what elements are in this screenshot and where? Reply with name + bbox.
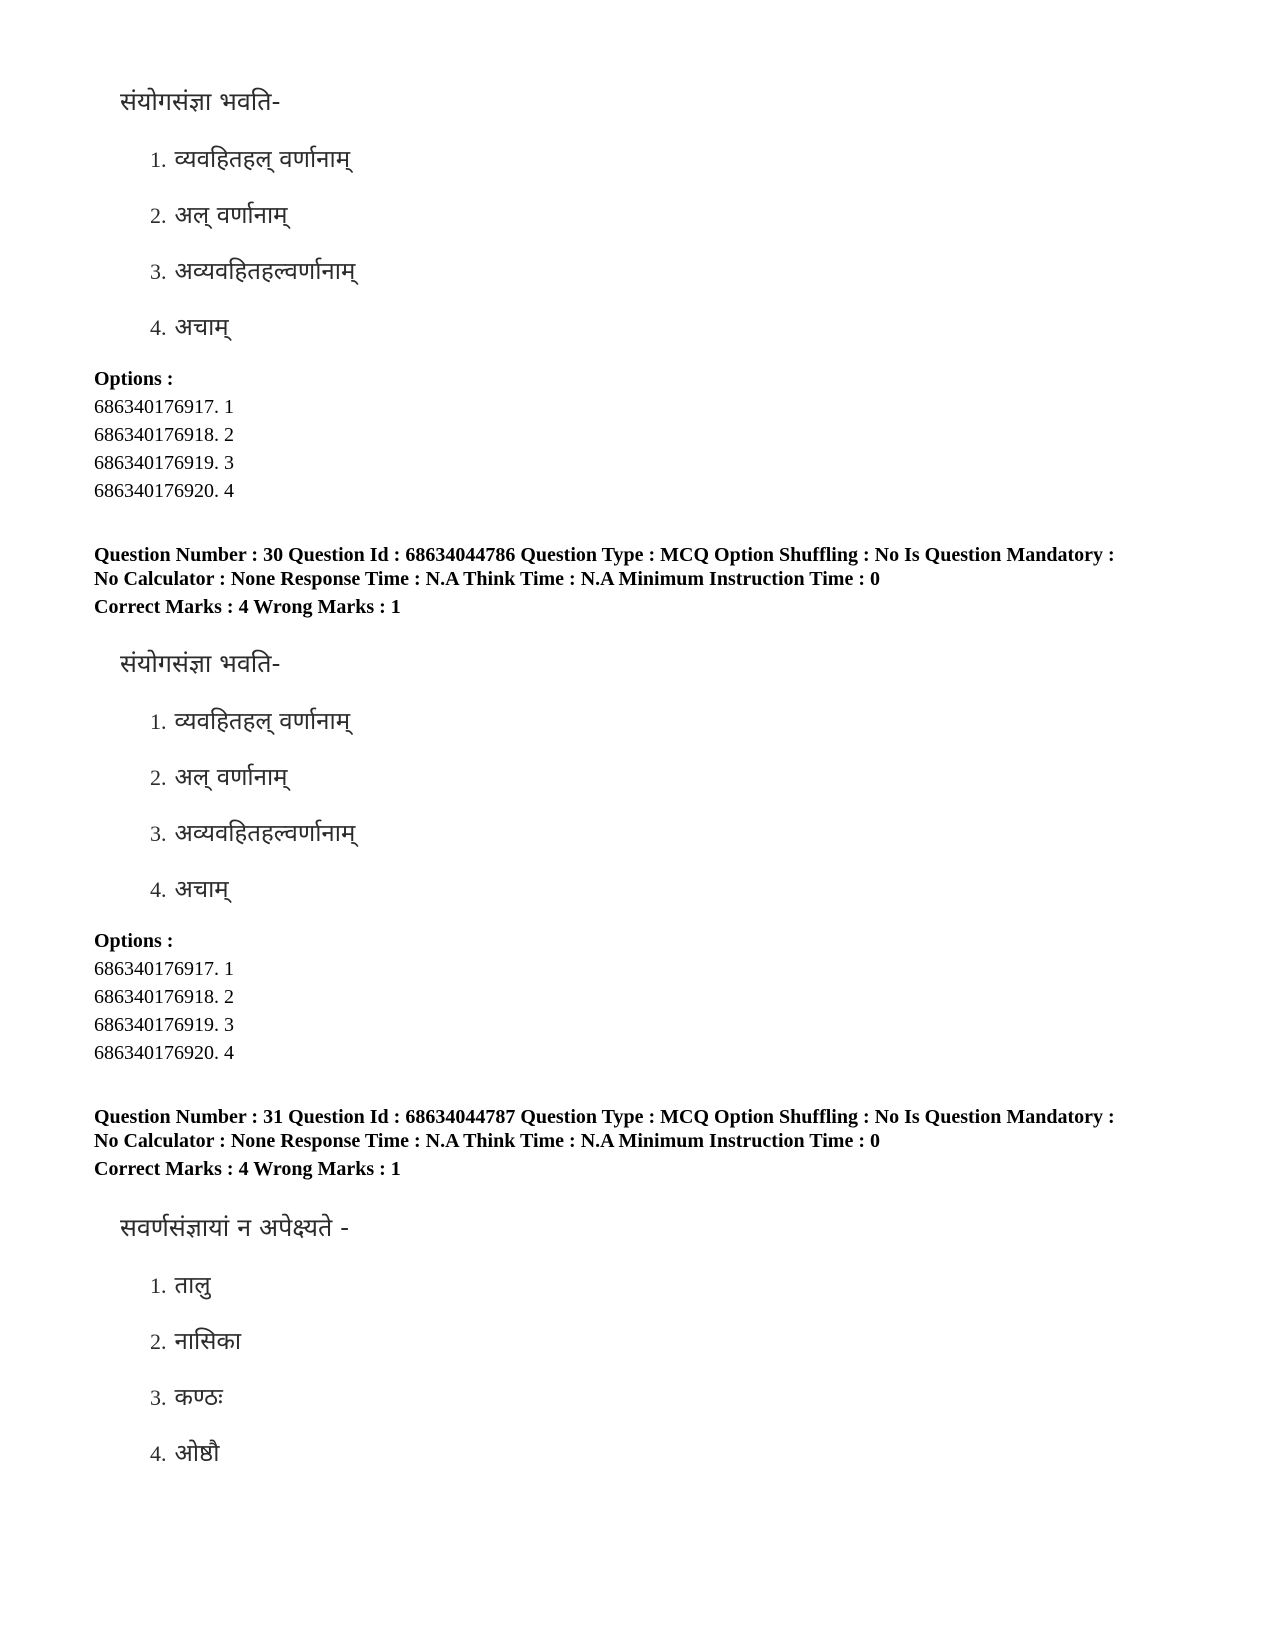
option-line-3: 686340176919. 3 [94, 452, 234, 474]
options-heading: Options : [94, 930, 174, 952]
choice-text: व्यवहितहल् वर्णानाम् [174, 707, 351, 735]
question-choice-3 [150, 816, 355, 849]
choice-number: 2. [150, 765, 167, 790]
choice-text: अचाम् [174, 313, 229, 341]
question-choice-3 [150, 1380, 223, 1413]
choice-text: तालु [174, 1271, 211, 1299]
question-choice-2 [150, 198, 288, 231]
option-line-1: 686340176917. 1 [94, 396, 234, 418]
question-choice-1 [150, 704, 350, 737]
option-line-2: 686340176918. 2 [94, 986, 234, 1008]
question-prompt: संयोगसंज्ञा भवति- [120, 87, 281, 116]
option-line-2: 686340176918. 2 [94, 424, 234, 446]
choice-text: ओष्ठौ [174, 1439, 220, 1467]
question-meta-line-1: Question Number : 30 Question Id : 68634044786 Question Type : MCQ Option Shuffling : No Is Question Mandatory : [94, 544, 1115, 566]
choice-number: 2. [150, 1329, 167, 1354]
choice-number: 1. [150, 1273, 167, 1298]
choice-text: कण्ठः [174, 1383, 223, 1411]
choice-number: 3. [150, 1385, 167, 1410]
question-meta [94, 1105, 1204, 1153]
option-line-1: 686340176917. 1 [94, 958, 234, 980]
question-meta [94, 543, 1204, 591]
question-marks: Correct Marks : 4 Wrong Marks : 1 [94, 1158, 401, 1180]
question-meta-line-1: Question Number : 31 Question Id : 68634044787 Question Type : MCQ Option Shuffling : No Is Question Mandatory : [94, 1106, 1115, 1128]
question-choice-4 [150, 310, 229, 343]
options-heading: Options : [94, 368, 174, 390]
choice-number: 4. [150, 1441, 167, 1466]
choice-text: नासिका [174, 1327, 242, 1355]
question-choice-3 [150, 254, 355, 287]
question-choice-1 [150, 142, 350, 175]
choice-text: अव्यवहितहल्वर्णानाम् [174, 257, 356, 285]
question-choice-2 [150, 1324, 241, 1357]
choice-number: 1. [150, 709, 167, 734]
question-choice-4 [150, 1436, 219, 1469]
choice-number: 4. [150, 315, 167, 340]
choice-number: 4. [150, 877, 167, 902]
choice-text: अल् वर्णानाम् [174, 201, 288, 229]
choice-number: 3. [150, 259, 167, 284]
choice-number: 2. [150, 203, 167, 228]
question-marks: Correct Marks : 4 Wrong Marks : 1 [94, 596, 401, 618]
choice-text: अचाम् [174, 875, 229, 903]
option-line-3: 686340176919. 3 [94, 1014, 234, 1036]
question-meta-line-2: No Calculator : None Response Time : N.A Think Time : N.A Minimum Instruction Time : 0 [94, 568, 880, 590]
choice-text: व्यवहितहल् वर्णानाम् [174, 145, 351, 173]
question-prompt: सवर्णसंज्ञायां न अपेक्ष्यते - [120, 1213, 350, 1242]
option-line-4: 686340176920. 4 [94, 480, 234, 502]
question-meta-line-2: No Calculator : None Response Time : N.A Think Time : N.A Minimum Instruction Time : 0 [94, 1130, 880, 1152]
choice-text: अल् वर्णानाम् [174, 763, 288, 791]
question-choice-2 [150, 760, 288, 793]
question-prompt: संयोगसंज्ञा भवति- [120, 649, 281, 678]
choice-number: 1. [150, 147, 167, 172]
choice-number: 3. [150, 821, 167, 846]
question-choice-4 [150, 872, 229, 905]
question-choice-1 [150, 1268, 211, 1301]
option-line-4: 686340176920. 4 [94, 1042, 234, 1064]
choice-text: अव्यवहितहल्वर्णानाम् [174, 819, 356, 847]
